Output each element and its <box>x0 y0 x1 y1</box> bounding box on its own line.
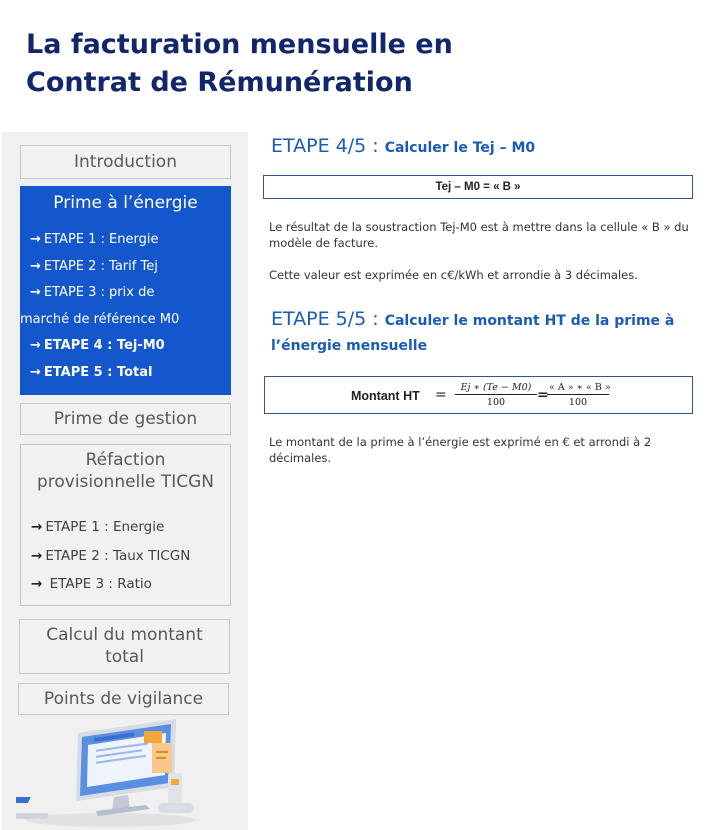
step4-description: Calculer le Tej – M0 <box>384 140 536 156</box>
prime-energie-steps <box>21 227 230 386</box>
step-label: ETAPE 1 : Energie <box>45 519 165 535</box>
nav-points-vigilance[interactable]: Points de vigilance <box>18 683 229 715</box>
page-title <box>26 26 526 102</box>
prime-energie-step-3[interactable] <box>30 280 230 307</box>
nav-refaction-label-line2: provisionnelle TICGN <box>36 472 215 492</box>
arrow-right-icon: → <box>30 258 41 274</box>
refaction-step-1[interactable] <box>31 513 230 542</box>
page-title-line2: Contrat de Rémunération <box>26 67 413 98</box>
step5-description: Calculer le montant HT de la prime à l’énergie mensuelle <box>271 313 675 354</box>
step4-text-result: Le résultat de la soustraction Tej-M0 est à mettre dans la cellule « B » du modèle de facture. <box>269 220 689 250</box>
prime-energie-step-1[interactable] <box>30 227 230 254</box>
prime-energie-step-2[interactable] <box>30 254 230 281</box>
step5-formula-box <box>264 376 693 414</box>
nav-calcul-line2: total <box>105 647 144 667</box>
sidebar <box>2 132 248 830</box>
nav-refaction-label <box>21 449 230 493</box>
arrow-right-icon: → <box>30 338 41 353</box>
refaction-steps <box>21 513 230 599</box>
refaction-step-3[interactable] <box>31 570 230 599</box>
nav-refaction-ticgn[interactable] <box>20 444 231 606</box>
nav-calcul-line1: Calcul du montant <box>46 625 203 645</box>
step-label: ETAPE 1 : Energie <box>43 232 159 247</box>
fraction-cells <box>547 382 609 408</box>
nav-prime-energie-label: Prime à l’énergie <box>53 193 198 213</box>
arrow-right-icon: → <box>30 364 41 380</box>
step-label: ETAPE 2 : Tarif Tej <box>43 258 158 274</box>
arrow-right-icon: → <box>30 285 41 300</box>
arrow-right-icon: → <box>31 547 43 564</box>
nav-introduction[interactable]: Introduction <box>20 145 231 179</box>
fraction-denominator: 100 <box>486 397 506 408</box>
prime-energie-step-4[interactable] <box>30 333 230 360</box>
step4-number: ETAPE 4/5 : <box>271 135 385 157</box>
nav-calcul-montant-total[interactable] <box>19 619 230 674</box>
step-label: ETAPE 5 : Total <box>43 364 153 380</box>
step5-text-rounding: Le montant de la prime à l’énergie est exprimé en € et arrondi à 2 décimales. <box>269 435 652 465</box>
refaction-step-2[interactable] <box>31 542 230 571</box>
step-label: ETAPE 3 : Ratio <box>45 576 152 592</box>
equals-sign: = <box>537 387 549 403</box>
computer-screen-invoice-illustration <box>16 717 206 829</box>
step-label: ETAPE 4 : Tej-M0 <box>43 338 165 353</box>
fraction-numerator: « A » ∗ « B » <box>549 382 611 393</box>
prime-energie-step-3-cont[interactable] <box>20 307 230 334</box>
fraction-numerator: Ej ∗ (Te − M0) <box>455 382 537 395</box>
arrow-right-icon: → <box>31 576 43 592</box>
step4-text-unit: Cette valeur est exprimée en c€/kWh et arrondie à 3 décimales. <box>269 268 638 282</box>
step-label: ETAPE 3 : prix de <box>43 285 155 300</box>
arrow-right-icon: → <box>30 232 41 247</box>
fraction-formula <box>455 382 537 408</box>
nav-prime-gestion[interactable]: Prime de gestion <box>20 403 231 435</box>
step5-heading <box>271 308 701 358</box>
nav-prime-energie[interactable] <box>20 186 231 395</box>
montant-ht-label: Montant HT <box>351 389 420 403</box>
nav-refaction-label-line1: Réfaction <box>85 450 166 470</box>
prime-energie-step-5[interactable] <box>30 360 230 387</box>
arrow-right-icon: → <box>31 519 43 535</box>
equals-sign: = <box>435 387 447 403</box>
step5-number: ETAPE 5/5 : <box>271 308 385 330</box>
step-label: marché de référence M0 <box>20 311 180 327</box>
step-label: ETAPE 2 : Taux TICGN <box>45 547 191 564</box>
step4-formula-box: Tej – M0 = « B » <box>263 175 693 199</box>
fraction-denominator: 100 <box>568 397 588 408</box>
step4-heading <box>271 135 535 157</box>
page-title-line1: La facturation mensuelle en <box>26 29 453 60</box>
